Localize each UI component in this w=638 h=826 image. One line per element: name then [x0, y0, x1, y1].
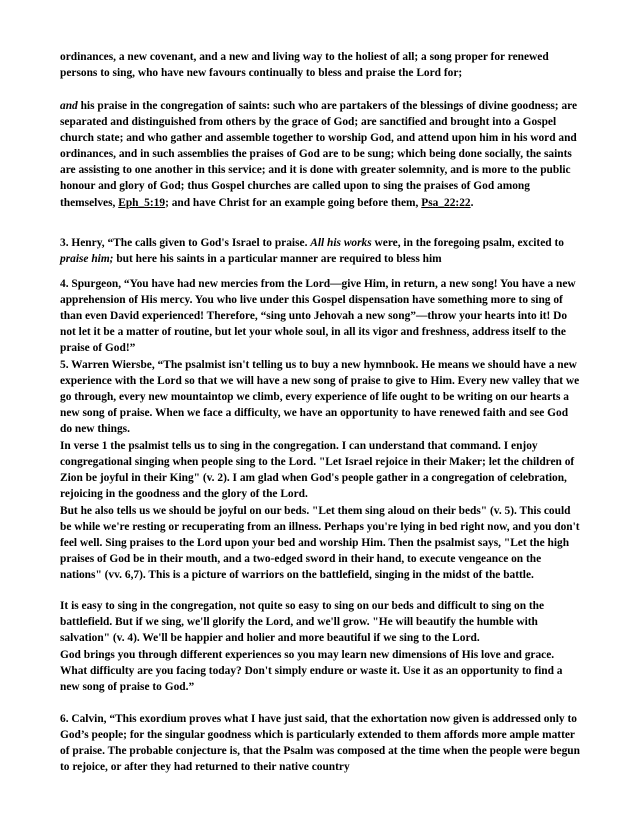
paragraph-wiersbe	[60, 357, 580, 437]
paragraph-text: 4. Spurgeon, “You have had new mercies from the Lord—give Him, in return, a new song! You have a new apprehension of His mercy. You who live under this Gospel dispensation have something more to sing of than even David experienced! Therefore, “sing unto Jehovah a new song”—throw your hearts into it! Do not let it be a matter of routine, but let your whole soul, in all its vigor and freshness, address itself to the praise of God!”	[60, 278, 576, 355]
italic-phrase: praise him;	[60, 253, 114, 266]
paragraph-new-song	[60, 647, 580, 695]
paragraph-text: It is easy to sing in the congregation, not quite so easy to sing on our beds and difficult to sing on the battlefield. But if we sing, we'll glorify the Lord, and we'll grow. "He will beautify the humble with salvation" (v. 4). We'll be happier and holier and more beautiful if we sing to the Lord.	[60, 600, 545, 645]
paragraph-text: God brings you through different experiences so you may learn new dimensions of His love and grace. What difficulty are you facing today? Don't simply endure or waste it. Use it as an opportunity to find a new song of praise to God.”	[60, 649, 563, 694]
paragraph-text: 5. Warren Wiersbe, “The psalmist isn't telling us to buy a new hymnbook. He means we should have a new experience with the Lord so that we will have a new song of praise to give to Him. Every new valley that we go through, every new mountaintop we climb, every experience of life ought to be writing on our hearts a new song of praise. When we face a difficulty, we have an opportunity to have renewed faith and see God do new things.	[60, 359, 580, 436]
paragraph-text: ; and have Christ for an example going before them,	[165, 196, 422, 209]
paragraph-text: 6. Calvin, “This exordium proves what I have just said, that the exhortation now given is addressed only to God’s people; for the singular goodness which is particularly extended to them affords more ample matter of praise. The probable conjecture is, that the Psalm was composed at the time when the people were begun to rejoice, or after they had returned to their native country	[60, 713, 580, 774]
paragraph-text: .	[470, 196, 474, 209]
paragraph-text: 3. Henry, “The calls given to God's Israel to praise.	[60, 237, 311, 249]
paragraph-easy-to-sing	[60, 598, 580, 646]
paragraph-text: ordinances, a new covenant, and a new and living way to the holiest of all; a song proper for renewed persons to sing, who have new favours continually to bless and praise the Lord for;	[60, 51, 549, 80]
scripture-link-eph[interactable]: Eph_5:19	[118, 196, 166, 209]
paragraph-beds	[60, 503, 580, 583]
paragraph-ordinances	[60, 49, 580, 81]
paragraph-praise-congregation	[60, 98, 580, 211]
paragraph-text: But he also tells us we should be joyful on our beds. "Let them sing aloud on their beds" (v. 5). This could be while we're resting or recuperating from an illness. Perhaps you're lying in bed right now, and you don't feel well. Sing praises to the Lord upon your bed and worship Him. Then the psalmist says, "Let the high praises of God be in their mouth, and a two-edged sword in their hand, to execute vengeance on the nations" (vv. 6,7). This is a picture of warriors on the battlefield, singing in the midst of the battle.	[60, 505, 580, 582]
italic-phrase: All his works	[310, 237, 372, 249]
paragraph-text: were, in the foregoing psalm, excited to	[371, 237, 564, 249]
paragraph-verse-one	[60, 438, 580, 502]
paragraph-henry	[60, 235, 580, 267]
paragraph-calvin	[60, 711, 580, 775]
paragraph-text: his praise in the congregation of saints: such who are partakers of the blessings of divine goodness; are separated and distinguished from others by the grace of God; are sanctified and brought into a Gospel church state; and who gather and assemble together to worship God, and attend upon him in his word and ordinances, and in such assemblies the praises of God are to be sung; which being done socially, the saints are assisting to one another in this service; and it is done with greater solemnity, and is more to the public honour and glory of God; thus Gospel churches are called upon to sing the praises of God among themselves,	[60, 100, 578, 209]
paragraph-spurgeon	[60, 276, 580, 356]
paragraph-text: but here his saints in a particular manner are required to bless him	[113, 253, 442, 266]
paragraph-text: In verse 1 the psalmist tells us to sing in the congregation. I can understand that command. I enjoy congregational singing when people sing to the Lord. "Let Israel rejoice in their Maker; let the children of Zion be joyful in their King" (v. 2). I am glad when God's people gather in a congregation of celebration, rejoicing in the goodness and the glory of the Lord.	[60, 440, 575, 501]
lead-word: and	[60, 100, 78, 112]
scripture-link-psa[interactable]: Psa_22:22	[421, 196, 471, 209]
